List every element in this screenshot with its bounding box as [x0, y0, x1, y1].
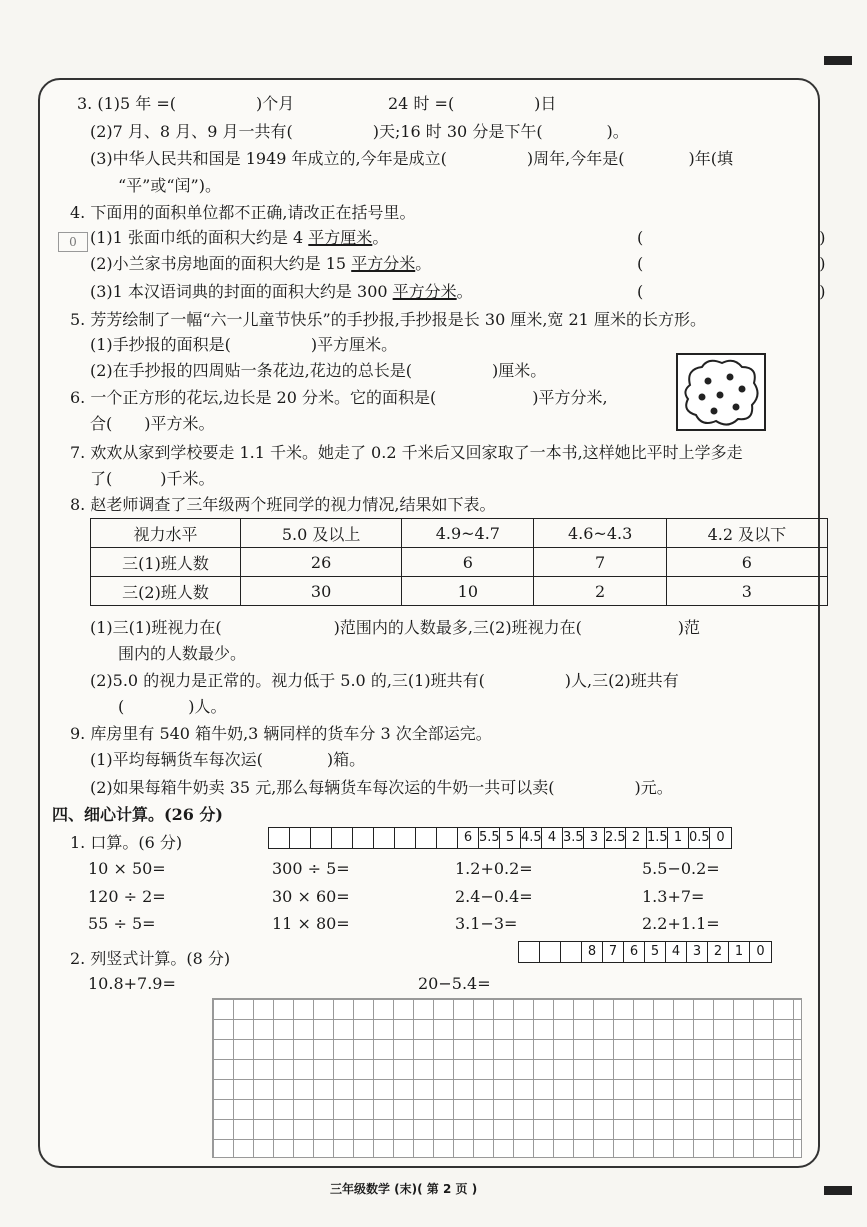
registration-mark-top: [824, 56, 852, 65]
q5-line1: (1)手抄报的面积是( )平方厘米。: [90, 335, 398, 354]
oral-item: 11 × 80=: [272, 914, 350, 933]
table-cell: 三(2)班人数: [91, 577, 241, 606]
number-line-strip-top: [268, 827, 732, 849]
q8-title: 8. 赵老师调查了三年级两个班同学的视力情况,结果如下表。: [70, 495, 496, 514]
vertical-title: 2. 列竖式计算。(8 分): [70, 949, 231, 968]
table-row: [91, 577, 828, 606]
number-line-cell: 5: [500, 828, 521, 848]
number-line-cell: [311, 828, 332, 848]
q4-item-1: (1)1 张面巾纸的面积大约是 4 平方厘米。: [90, 228, 389, 247]
number-line-strip-bottom: [518, 941, 772, 963]
table-cell: 6: [402, 548, 534, 577]
q8-line1: (1)三(1)班视力在( )范围内的人数最多,三(2)班视力在( )范: [90, 618, 701, 637]
vision-table: [90, 518, 828, 606]
oral-item: 3.1−3=: [455, 914, 518, 933]
oral-item: 5.5−0.2=: [642, 859, 720, 878]
number-line-cell: [437, 828, 458, 848]
number-line-cell: 6: [458, 828, 479, 848]
number-line-cell: [290, 828, 311, 848]
number-line-cell: [519, 942, 540, 962]
q4-item-3-answer[interactable]: ( ): [637, 282, 826, 301]
number-line-cell: 5: [645, 942, 666, 962]
number-line-cell: [416, 828, 437, 848]
table-cell: 30: [241, 577, 402, 606]
table-header-cell: 4.9~4.7: [402, 519, 534, 548]
number-line-cell: 3: [584, 828, 605, 848]
number-line-cell: 4.5: [521, 828, 542, 848]
q3-line3: (3)中华人民共和国是 1949 年成立的,今年是成立( )周年,今年是( )年(填: [90, 149, 733, 168]
table-header-cell: 4.2 及以下: [666, 519, 827, 548]
vertical-item-1: 10.8+7.9=: [88, 974, 176, 993]
oral-title: 1. 口算。(6 分): [70, 833, 183, 852]
number-line-cell: 4: [542, 828, 563, 848]
number-line-cell: [540, 942, 561, 962]
section4-title: 四、细心计算。(26 分): [52, 805, 223, 824]
q6-line1: 6. 一个正方形的花坛,边长是 20 分米。它的面积是( )平方分米,: [70, 388, 608, 407]
table-header-cell: 视力水平: [91, 519, 241, 548]
oral-item: 120 ÷ 2=: [88, 887, 166, 906]
number-line-cell: 3: [687, 942, 708, 962]
table-cell: 三(1)班人数: [91, 548, 241, 577]
q7-line1: 7. 欢欢从家到学校要走 1.1 千米。她走了 0.2 千米后又回家取了一本书,这样她比平时上学多走: [70, 443, 743, 462]
q9-line1: (1)平均每辆货车每次运( )箱。: [90, 750, 366, 769]
q6-line2: 合( )平方米。: [90, 414, 215, 433]
q4-title: 4. 下面用的面积单位都不正确,请改正在括号里。: [70, 203, 416, 222]
number-line-cell: 8: [582, 942, 603, 962]
table-cell: 3: [666, 577, 827, 606]
table-cell: 10: [402, 577, 534, 606]
q9-title: 9. 库房里有 540 箱牛奶,3 辆同样的货车分 3 次全部运完。: [70, 724, 492, 743]
number-line-cell: 1: [729, 942, 750, 962]
q3-line1b: 24 时 =( )日: [388, 94, 557, 113]
q5-title: 5. 芳芳绘制了一幅“六一儿童节快乐”的手抄报,手抄报是长 30 厘米,宽 21 厘米的长方形。: [70, 310, 706, 329]
q8-line2: 围内的人数最少。: [118, 644, 247, 663]
q3-line1a: 3. (1)5 年 =( )个月: [77, 94, 295, 113]
vertical-item-2: 20−5.4=: [418, 974, 491, 993]
number-line-cell: 4: [666, 942, 687, 962]
oral-item: 300 ÷ 5=: [272, 859, 350, 878]
table-cell: 2: [534, 577, 666, 606]
number-line-cell: 5.5: [479, 828, 500, 848]
table-cell: 6: [666, 548, 827, 577]
score-box: 0: [58, 232, 88, 252]
q7-line2: 了( )千米。: [90, 469, 215, 488]
q4-item-1-answer[interactable]: ( ): [637, 228, 826, 247]
oral-item: 30 × 60=: [272, 887, 350, 906]
number-line-cell: 2: [708, 942, 729, 962]
number-line-cell: 2: [626, 828, 647, 848]
oral-item: 1.2+0.2=: [455, 859, 533, 878]
oral-item: 55 ÷ 5=: [88, 914, 156, 933]
oral-item: 1.3+7=: [642, 887, 705, 906]
q3-line2: (2)7 月、8 月、9 月一共有( )天;16 时 30 分是下午( )。: [90, 122, 629, 141]
number-line-cell: 6: [624, 942, 645, 962]
oral-item: 2.4−0.4=: [455, 887, 533, 906]
number-line-cell: [561, 942, 582, 962]
oral-item: 10 × 50=: [88, 859, 166, 878]
table-cell: 26: [241, 548, 402, 577]
number-line-cell: [395, 828, 416, 848]
table-row: [91, 548, 828, 577]
number-line-cell: [374, 828, 395, 848]
number-line-cell: 2.5: [605, 828, 626, 848]
q5-line2: (2)在手抄报的四周贴一条花边,花边的总长是( )厘米。: [90, 361, 547, 380]
q4-item-3: (3)1 本汉语词典的封面的面积大约是 300 平方分米。: [90, 282, 473, 301]
number-line-cell: 1: [668, 828, 689, 848]
number-line-cell: 0: [756, 944, 765, 959]
table-header-row: [91, 519, 828, 548]
q3-line4: “平”或“闰”)。: [118, 176, 221, 195]
q9-line2: (2)如果每箱牛奶卖 35 元,那么每辆货车每次运的牛奶一共可以卖( )元。: [90, 778, 673, 797]
table-cell: 7: [534, 548, 666, 577]
q8-line3: (2)5.0 的视力是正常的。视力低于 5.0 的,三(1)班共有( )人,三(2)班共有: [90, 671, 679, 690]
number-line-cell: 7: [603, 942, 624, 962]
number-line-cell: [332, 828, 353, 848]
number-line-cell: 0: [716, 830, 725, 845]
page-footer: 三年级数学 (末)( 第 2 页 ): [330, 1182, 478, 1196]
number-line-cell: 1.5: [647, 828, 668, 848]
answer-grid[interactable]: [212, 998, 802, 1158]
number-line-cell: [269, 828, 290, 848]
number-line-cell: [353, 828, 374, 848]
oral-item: 2.2+1.1=: [642, 914, 720, 933]
flower-bed-icon: [676, 353, 766, 431]
number-line-cell: 3.5: [563, 828, 584, 848]
registration-mark-bottom: [824, 1186, 852, 1195]
q4-item-2: (2)小兰家书房地面的面积大约是 15 平方分米。: [90, 254, 432, 273]
number-line-cell: 0.5: [689, 828, 710, 848]
table-header-cell: 4.6~4.3: [534, 519, 666, 548]
q4-item-2-answer[interactable]: ( ): [637, 254, 826, 273]
q8-line4: ( )人。: [118, 697, 227, 716]
table-header-cell: 5.0 及以上: [241, 519, 402, 548]
